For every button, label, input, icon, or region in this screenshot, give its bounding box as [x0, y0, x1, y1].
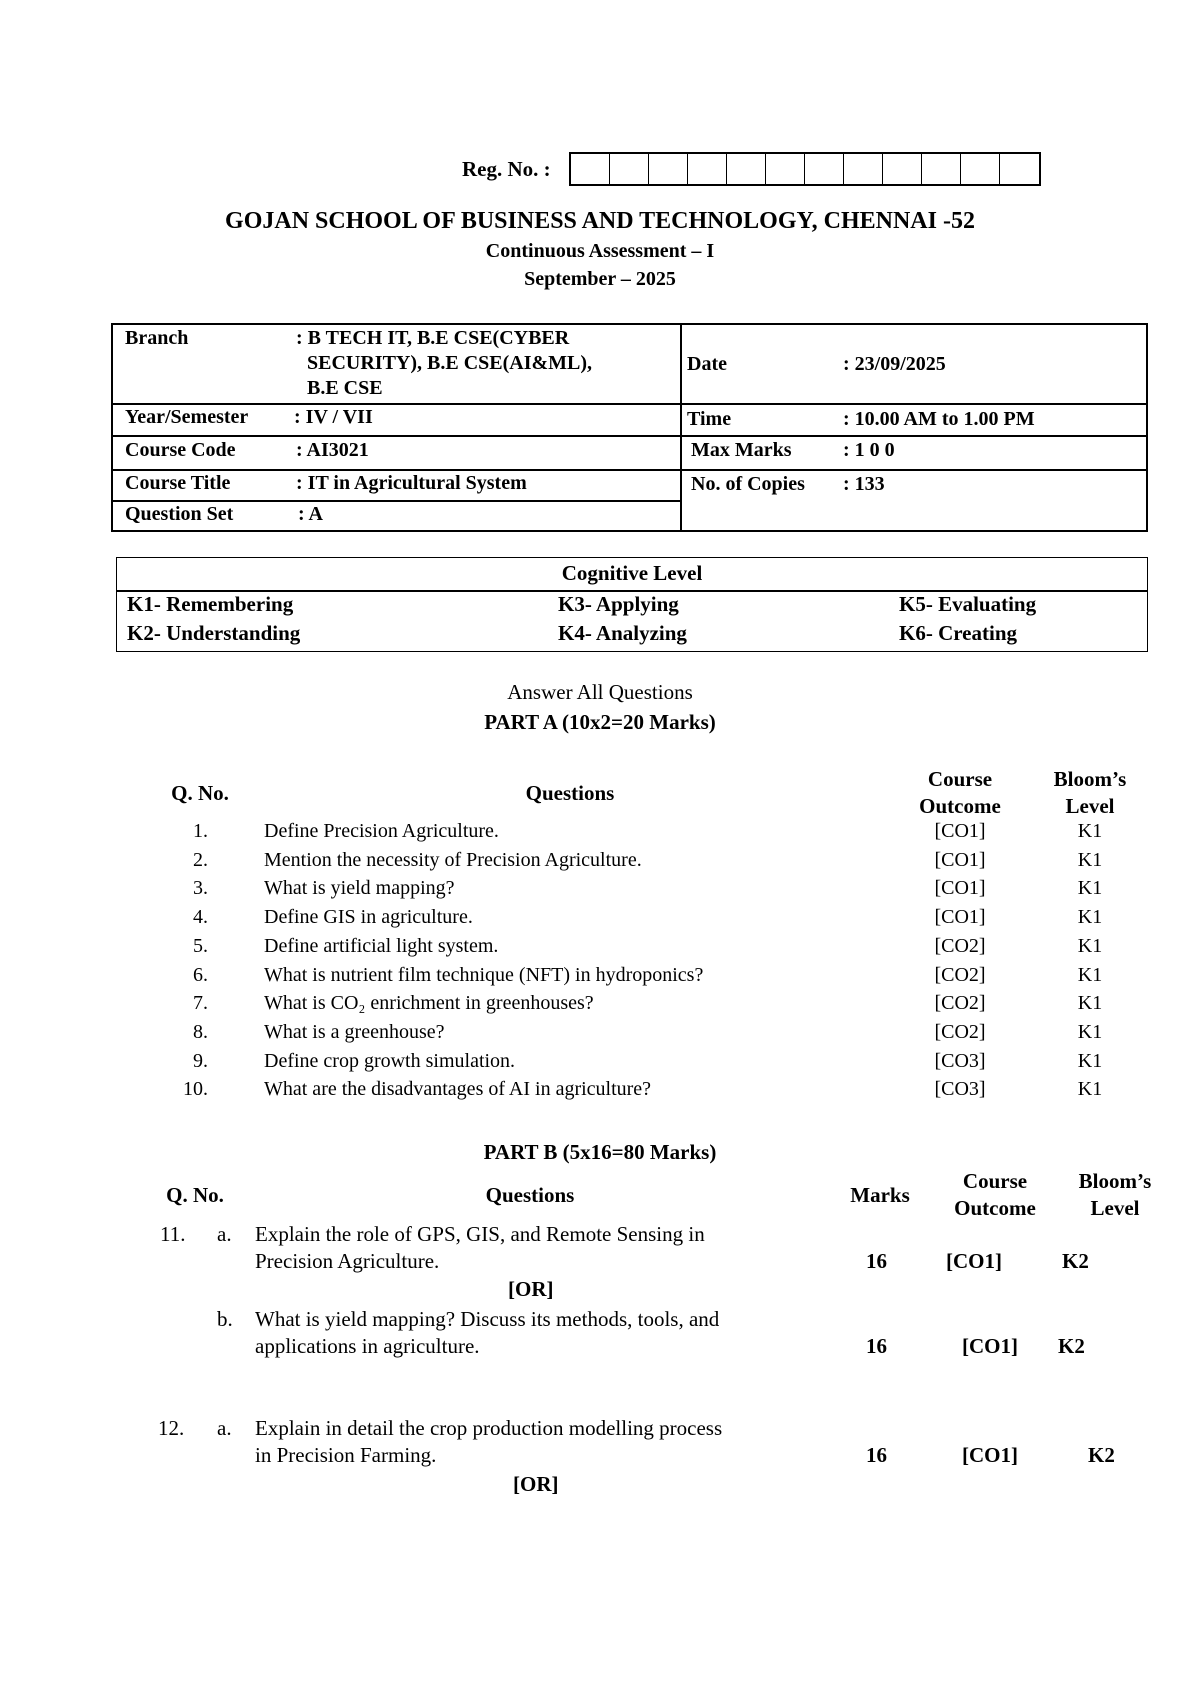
q11a-letter: a. — [217, 1222, 232, 1246]
copies-value: : 133 — [843, 473, 885, 495]
reg-no-box[interactable] — [844, 154, 883, 184]
reg-no-box[interactable] — [805, 154, 844, 184]
reg-no-box[interactable] — [766, 154, 805, 184]
question-course-outcome: [CO2] — [934, 963, 986, 986]
part-a-col-course-outcome — [895, 766, 1025, 820]
question-text: Mention the necessity of Precision Agriculture. — [264, 848, 642, 871]
exam-info-table — [111, 323, 1148, 532]
branch-value-line1: : B TECH IT, B.E CSE(CYBER — [296, 327, 570, 349]
info-row-divider — [113, 435, 1146, 437]
k4-label: K4- Analyzing — [558, 621, 687, 645]
part-b-col-co-line2: Outcome — [954, 1196, 1036, 1220]
date-label: Date — [687, 353, 727, 375]
question-number: 8. — [193, 1020, 208, 1043]
max-marks-value: : 1 0 0 — [843, 439, 895, 461]
part-a-col-qno: Q. No. — [171, 781, 229, 805]
q11-number: 11. — [160, 1222, 186, 1246]
question-number: 2. — [193, 848, 208, 871]
k6-label: K6- Creating — [899, 621, 1018, 645]
question-text: Define crop growth simulation. — [264, 1049, 516, 1072]
q11a-text-line1: Explain the role of GPS, GIS, and Remote Sensing in — [255, 1222, 705, 1246]
k3-label: K3- Applying — [558, 592, 679, 616]
part-a-title: PART A (10x2=20 Marks) — [484, 710, 716, 734]
q12a-marks: 16 — [866, 1443, 887, 1467]
part-b-title: PART B (5x16=80 Marks) — [483, 1140, 717, 1164]
q12a-course-outcome: [CO1] — [962, 1443, 1018, 1467]
table-row — [0, 1050, 1200, 1079]
part-b-col-bl-line1: Bloom’s — [1078, 1169, 1152, 1193]
course-title-label: Course Title — [125, 472, 231, 494]
q12a-text-line2: in Precision Farming. — [255, 1443, 437, 1467]
q11b-text-line2: applications in agriculture. — [255, 1334, 480, 1358]
reg-no-box[interactable] — [922, 154, 961, 184]
info-column-divider — [680, 325, 682, 530]
branch-value-line3: B.E CSE — [307, 377, 383, 399]
reg-no-box[interactable] — [883, 154, 922, 184]
question-course-outcome: [CO1] — [934, 820, 986, 842]
question-blooms-level: K1 — [1077, 1078, 1103, 1101]
q12a-blooms-level: K2 — [1088, 1443, 1115, 1467]
table-row — [0, 820, 1200, 849]
exam-month: September – 2025 — [524, 268, 676, 290]
q11a-blooms-level: K2 — [1062, 1249, 1089, 1273]
q11b-text-line1: What is yield mapping? Discuss its methods, tools, and — [255, 1307, 720, 1331]
q11a-text-line2: Precision Agriculture. — [255, 1249, 440, 1273]
branch-value-line2: SECURITY), B.E CSE(AI&ML), — [307, 352, 593, 374]
part-a-col-questions: Questions — [525, 781, 615, 805]
question-text: Define artificial light system. — [264, 934, 499, 957]
q11a-marks: 16 — [866, 1249, 887, 1273]
question-number: 1. — [193, 820, 208, 842]
info-row-divider — [113, 500, 680, 502]
max-marks-label: Max Marks — [691, 439, 792, 461]
part-a-col-co-line1: Course — [927, 767, 993, 791]
question-text: What is CO₂ enrichment in greenhouses? — [264, 992, 594, 1015]
question-number: 3. — [193, 877, 208, 900]
reg-no-box[interactable] — [688, 154, 727, 184]
reg-no-box[interactable] — [1000, 154, 1039, 184]
question-course-outcome: [CO2] — [934, 1020, 986, 1043]
reg-no-box[interactable] — [649, 154, 688, 184]
question-blooms-level: K1 — [1077, 963, 1103, 986]
course-code-value: : AI3021 — [296, 439, 369, 461]
institution-name: GOJAN SCHOOL OF BUSINESS AND TECHNOLOGY, CHENNAI -52 — [225, 208, 975, 234]
part-b-col-qno: Q. No. — [166, 1183, 224, 1207]
question-blooms-level: K1 — [1077, 992, 1103, 1015]
reg-no-field — [462, 152, 1041, 186]
part-b-col-marks: Marks — [850, 1183, 910, 1207]
question-blooms-level: K1 — [1077, 1049, 1103, 1072]
part-b-col-questions: Questions — [485, 1183, 575, 1207]
question-text: Define Precision Agriculture. — [264, 820, 499, 842]
question-blooms-level: K1 — [1077, 906, 1103, 929]
part-b-col-course-outcome — [930, 1168, 1060, 1222]
part-a-col-bl-line1: Bloom’s — [1053, 767, 1127, 791]
table-row — [0, 877, 1200, 906]
question-number: 9. — [193, 1049, 208, 1072]
table-row — [0, 1021, 1200, 1050]
q12-number: 12. — [158, 1416, 185, 1440]
reg-no-label: Reg. No. : — [462, 156, 551, 181]
part-b-col-blooms-level — [1055, 1168, 1175, 1222]
question-blooms-level: K1 — [1077, 1020, 1103, 1043]
q11b-blooms-level: K2 — [1058, 1334, 1085, 1358]
question-text: What is a greenhouse? — [264, 1020, 445, 1043]
question-course-outcome: [CO1] — [934, 877, 986, 900]
table-row — [0, 964, 1200, 993]
question-blooms-level: K1 — [1077, 877, 1103, 900]
q11b-course-outcome: [CO1] — [962, 1334, 1018, 1358]
k5-label: K5- Evaluating — [899, 592, 1037, 616]
table-row — [0, 1078, 1200, 1107]
question-number: 10. — [183, 1078, 208, 1101]
question-course-outcome: [CO1] — [934, 906, 986, 929]
question-course-outcome: [CO2] — [934, 934, 986, 957]
copies-label: No. of Copies — [691, 473, 805, 495]
reg-no-box[interactable] — [727, 154, 766, 184]
instruction-text: Answer All Questions — [507, 680, 693, 704]
question-blooms-level: K1 — [1077, 848, 1103, 871]
part-a-col-blooms-level — [1030, 766, 1150, 820]
question-number: 5. — [193, 934, 208, 957]
q12a-letter: a. — [217, 1416, 232, 1440]
table-row — [0, 849, 1200, 878]
q12-or-label: [OR] — [513, 1472, 559, 1496]
reg-no-box[interactable] — [961, 154, 1000, 184]
question-number: 4. — [193, 906, 208, 929]
question-set-label: Question Set — [125, 503, 234, 525]
question-text: Define GIS in agriculture. — [264, 906, 473, 929]
part-a-col-co-line2: Outcome — [919, 794, 1001, 818]
question-text: What are the disadvantages of AI in agriculture? — [264, 1078, 652, 1101]
reg-no-boxes — [569, 152, 1041, 186]
q11a-course-outcome: [CO1] — [946, 1249, 1002, 1273]
course-title-value: : IT in Agricultural System — [296, 472, 527, 494]
table-row — [0, 992, 1200, 1021]
question-blooms-level: K1 — [1077, 820, 1103, 842]
part-a-col-bl-line2: Level — [1065, 794, 1115, 818]
exam-name: Continuous Assessment – I — [485, 240, 715, 262]
course-code-label: Course Code — [125, 439, 236, 461]
table-row — [0, 935, 1200, 964]
question-set-value: : A — [298, 503, 323, 525]
question-course-outcome: [CO1] — [934, 848, 986, 871]
cognitive-level-table — [116, 557, 1148, 652]
question-text: What is yield mapping? — [264, 877, 455, 900]
k2-label: K2- Understanding — [127, 621, 301, 645]
info-row-divider — [113, 469, 1146, 471]
question-course-outcome: [CO2] — [934, 992, 986, 1015]
k1-label: K1- Remembering — [127, 592, 294, 616]
question-text: What is nutrient film technique (NFT) in hydroponics? — [264, 963, 704, 986]
question-course-outcome: [CO3] — [934, 1078, 986, 1101]
q12a-text-line1: Explain in detail the crop production modelling process — [255, 1416, 723, 1440]
reg-no-box[interactable] — [571, 154, 610, 184]
time-label: Time — [687, 408, 732, 430]
year-value: : IV / VII — [294, 406, 373, 428]
branch-label: Branch — [125, 327, 189, 349]
q11b-letter: b. — [217, 1307, 233, 1331]
question-number: 7. — [193, 992, 208, 1015]
question-blooms-level: K1 — [1077, 934, 1103, 957]
q11-or-label: [OR] — [508, 1277, 554, 1301]
part-b-col-co-line1: Course — [962, 1169, 1028, 1193]
question-course-outcome: [CO3] — [934, 1049, 986, 1072]
table-row — [0, 906, 1200, 935]
date-value: : 23/09/2025 — [843, 353, 946, 375]
q11b-marks: 16 — [866, 1334, 887, 1358]
info-row-divider — [113, 403, 1146, 405]
cognitive-level-title: Cognitive Level — [561, 561, 703, 585]
time-value: : 10.00 AM to 1.00 PM — [843, 408, 1035, 430]
question-number: 6. — [193, 963, 208, 986]
reg-no-box[interactable] — [610, 154, 649, 184]
part-b-col-bl-line2: Level — [1090, 1196, 1140, 1220]
year-label: Year/Semester — [125, 406, 249, 428]
